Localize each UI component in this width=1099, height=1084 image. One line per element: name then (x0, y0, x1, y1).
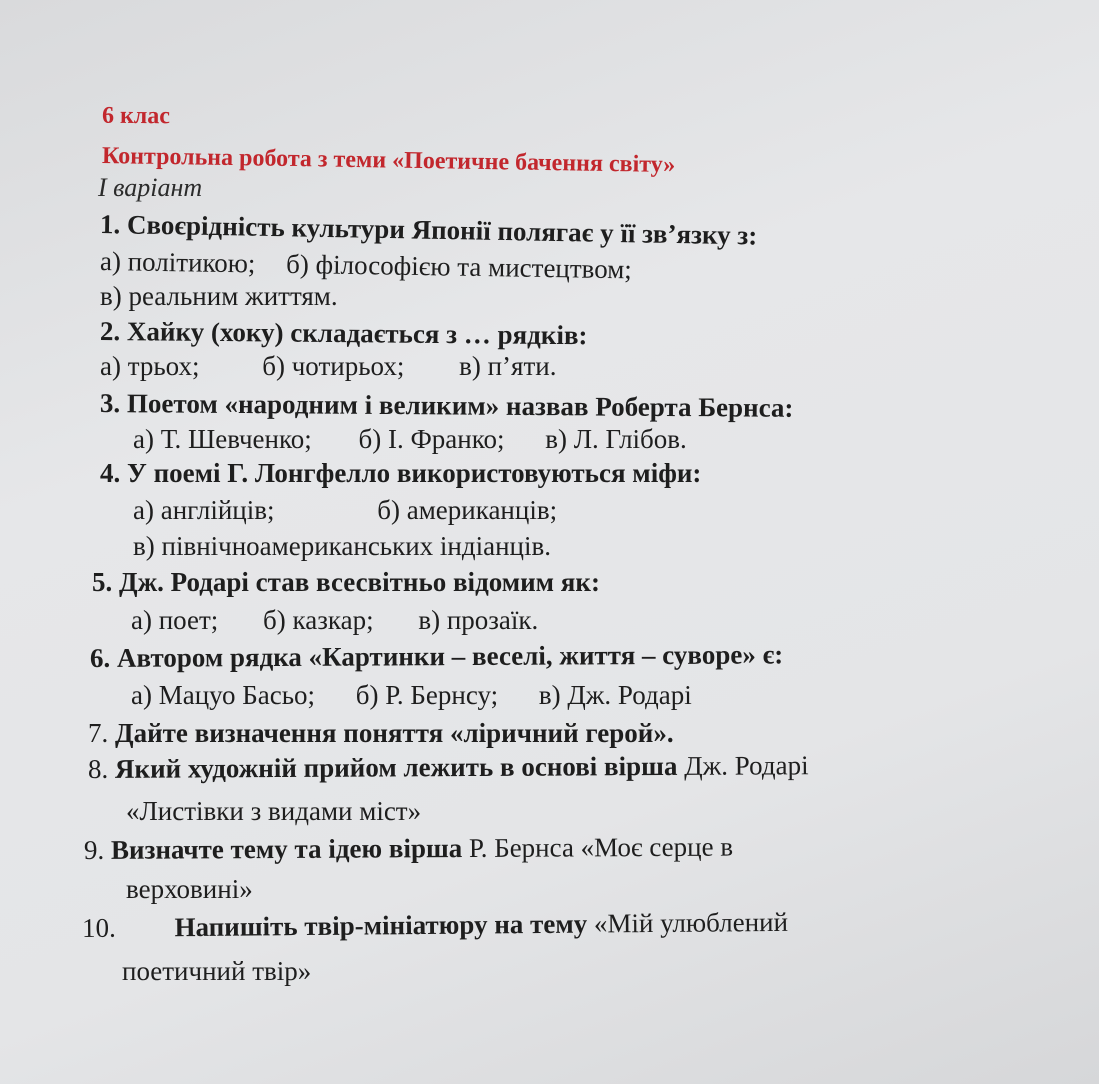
option-a: а) трьох; (100, 351, 200, 381)
question-10-continuation: поетичний твір» (122, 956, 312, 986)
question-number: 10. (81, 912, 116, 943)
question-text-bold: Який художній прийом лежить в основі вірша (114, 750, 678, 784)
variant-label: І варіант (98, 173, 203, 202)
question-2-options (100, 350, 556, 382)
question-text-bold: Напишіть твір-мініатюру на тему (174, 908, 588, 943)
option-b: б) Р. Бернсу; (355, 680, 499, 710)
question-text-plain: Р. Бернса «Моє серце в (462, 831, 734, 864)
grade-label: 6 клас (101, 102, 171, 130)
question-text: Хайку (хоку) складається з … рядків: (126, 316, 588, 351)
option-c: в) реальним життям. (100, 281, 338, 311)
question-6 (90, 638, 783, 674)
question-8-continuation: «Листівки з видами міст» (126, 796, 422, 826)
question-text-bold: Визначте тему та ідею вірша (110, 833, 463, 865)
question-number: 1. (99, 209, 121, 240)
question-2 (100, 315, 588, 351)
option-c: в) Дж. Родарі (538, 680, 692, 710)
question-9-continuation: верховині» (126, 874, 253, 904)
question-3 (100, 387, 794, 424)
question-10 (82, 906, 788, 944)
question-number: 8. (87, 753, 109, 784)
option-c: в) Л. Глібов. (545, 424, 687, 454)
question-text: Автором рядка «Картинки – веселі, життя – суворе» є: (116, 639, 784, 673)
question-5 (92, 566, 600, 598)
test-title: Контрольна робота з теми «Поетичне бачення світу» (101, 143, 676, 179)
option-b: б) філософією та мистецтвом; (285, 248, 633, 285)
question-text: Поетом «народним і великим» назвав Роберта Бернса: (126, 388, 794, 423)
question-text: У поемі Г. Лонгфелло використовуються міфи: (127, 458, 702, 488)
question-5-options (131, 604, 538, 636)
question-9 (84, 831, 733, 866)
question-7 (88, 717, 674, 749)
question-number: 9. (83, 834, 105, 865)
question-4-options-b (133, 530, 551, 562)
question-1-options-b (100, 280, 338, 312)
question-number: 3. (99, 388, 121, 419)
option-b: б) чотирьох; (262, 351, 405, 381)
question-text-plain: «Мій улюблений (587, 906, 789, 939)
question-number: 4. (100, 458, 121, 488)
option-a: а) англійців; (133, 495, 275, 525)
question-number: 6. (89, 642, 111, 673)
option-a: а) політикою; (99, 246, 256, 279)
question-6-options (131, 679, 692, 711)
question-1 (100, 208, 758, 251)
question-3-options (133, 423, 687, 455)
option-a: а) поет; (131, 605, 219, 635)
question-text: Своєрідність культури Японії полягає у її зв’язку з: (126, 209, 758, 251)
option-c: в) п’яти. (459, 351, 557, 381)
question-text-plain: Дж. Родарі (677, 750, 809, 781)
option-c: в) північноамериканських індіанців. (133, 531, 551, 561)
question-8 (88, 749, 809, 785)
option-a: а) Мацуо Басьо; (131, 680, 316, 710)
option-c: в) прозаїк. (418, 605, 539, 635)
question-4 (100, 457, 701, 489)
question-text: Дайте визначення поняття «ліричний герой». (115, 718, 674, 748)
option-b: б) американців; (377, 495, 558, 525)
question-number: 2. (99, 316, 121, 347)
question-number: 5. (92, 567, 113, 597)
question-text: Дж. Родарі став всесвітньо відомим як: (119, 567, 600, 597)
question-number: 7. (88, 718, 109, 748)
question-4-options-a (133, 494, 557, 526)
option-b: б) казкар; (263, 605, 374, 635)
option-a: а) Т. Шевченко; (133, 424, 312, 454)
option-b: б) І. Франко; (358, 424, 505, 454)
